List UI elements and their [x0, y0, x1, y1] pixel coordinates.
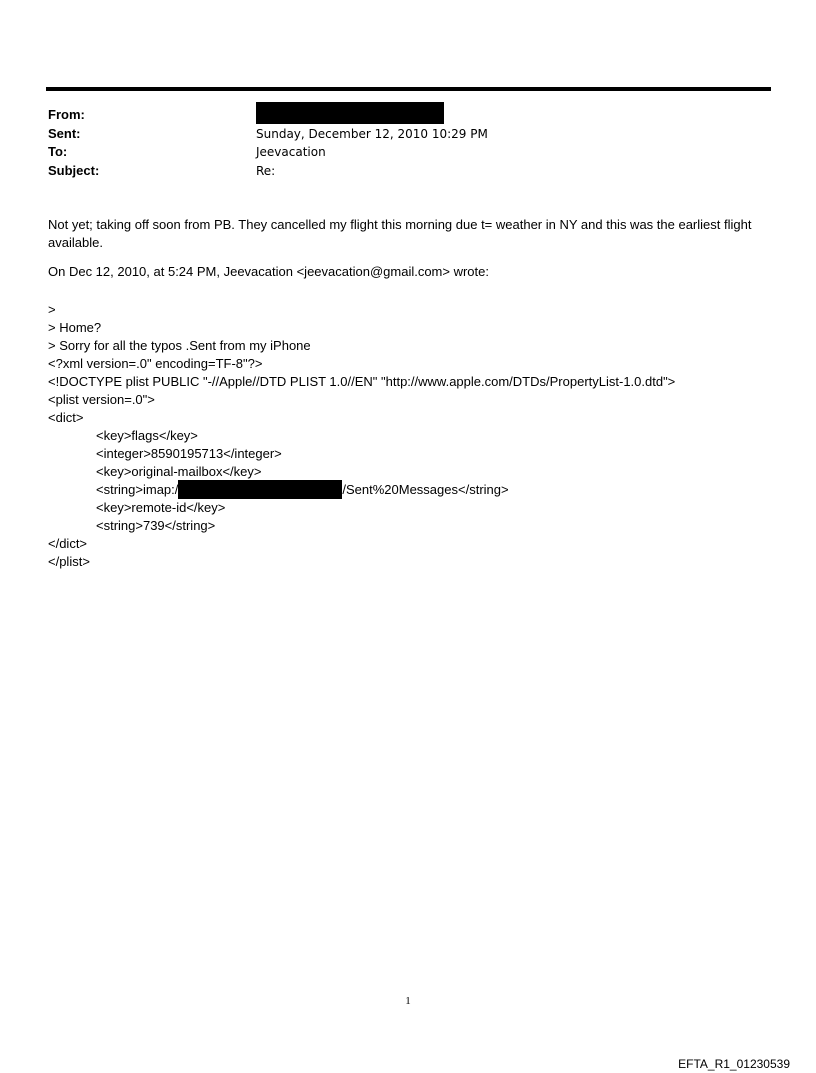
dict-line: <key>remote-id</key> — [96, 500, 226, 515]
plist-line: <?xml version=.0" encoding=TF-8"?> — [48, 356, 263, 371]
from-label: From: — [48, 107, 85, 122]
top-rule — [46, 87, 771, 91]
sent-label: Sent: — [48, 125, 81, 141]
quote-intro: On Dec 12, 2010, at 5:24 PM, Jeevacation <jeevacation@gmail.com> wrote: — [48, 264, 489, 279]
closing-line: </dict> — [48, 536, 88, 551]
closing-line: </plist> — [48, 554, 90, 569]
to-value: Jeevacation — [256, 145, 326, 159]
to-label: To: — [48, 144, 68, 159]
mailbox-prefix: <string>imap:/ — [96, 482, 179, 497]
document-id: EFTA_R1_01230539 — [678, 1057, 790, 1071]
subject-value: Re: — [256, 163, 276, 178]
plist-line: <plist version=.0"> — [48, 392, 155, 407]
to-row — [48, 143, 768, 162]
subject-label: Subject: — [48, 162, 100, 178]
dict-line: <key>flags</key> — [96, 428, 198, 443]
subject-row — [48, 162, 768, 181]
plist-line: <!DOCTYPE plist PUBLIC "-//Apple//DTD PLIST 1.0//EN" "http://www.apple.com/DTDs/PropertyList-1.0.dtd"> — [48, 374, 676, 389]
message-text: Not yet; taking off soon from PB. They cancelled my flight this morning due t= weather in NY and this was the earliest flight available. — [48, 217, 752, 250]
email-body — [48, 216, 768, 571]
dict-line: <integer>8590195713</integer> — [96, 446, 282, 461]
quoted-line: > Sorry for all the typos .Sent from my iPhone — [48, 338, 311, 353]
from-row — [48, 106, 768, 125]
sent-row — [48, 125, 768, 144]
mailbox-suffix: /Sent%20Messages</string> — [342, 482, 509, 497]
quoted-line: > — [48, 302, 56, 317]
sent-value: Sunday, December 12, 2010 10:29 PM — [256, 126, 488, 141]
page-number: 1 — [405, 995, 411, 1007]
email-header — [48, 106, 768, 180]
dict-line-mailbox — [48, 481, 768, 499]
dict-line: <string>739</string> — [96, 518, 216, 533]
redaction-box — [178, 480, 342, 499]
quoted-line: > Home? — [48, 320, 102, 335]
redaction-box — [256, 102, 444, 124]
dict-line: <key>original-mailbox</key> — [96, 464, 262, 479]
plist-line: <dict> — [48, 410, 84, 425]
from-value — [256, 106, 444, 125]
